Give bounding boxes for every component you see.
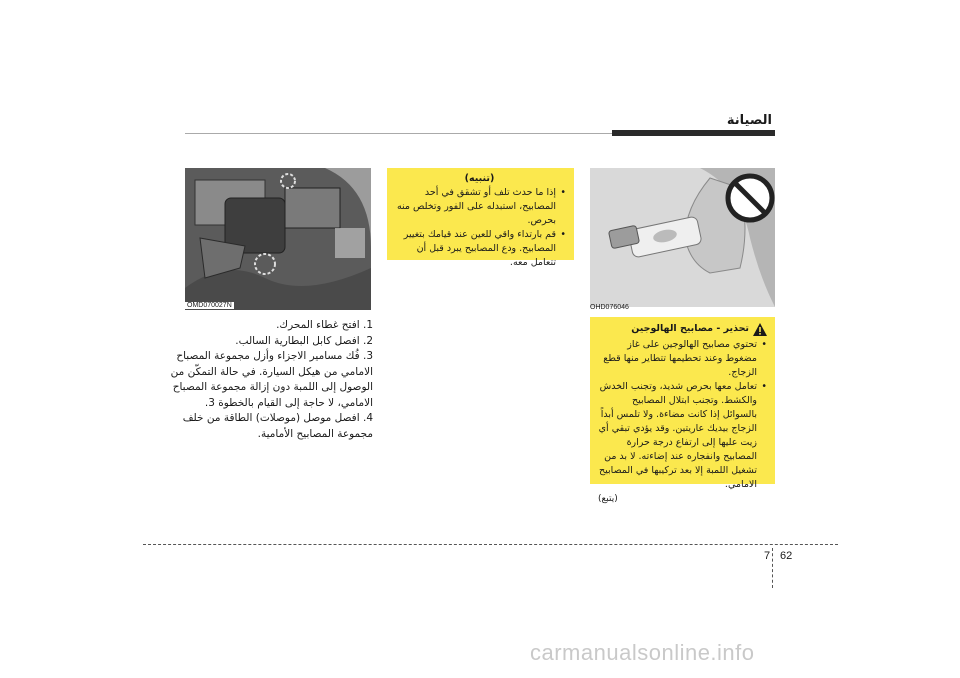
footer-rule [143,544,838,545]
chapter-number: 7 [764,550,771,562]
step-4: 4. افصل موصل (موصلات) الطاقة من خلف مجموعة المصابيح الأمامية. [182,412,373,440]
warning-box [590,317,775,504]
bulb-illustration [590,168,775,307]
engine-photo-caption: OMD070027N [187,302,232,309]
warning-bullet: • تحتوي مصابيح الهالوجين على غاز مضغوط وعند تحطيمها تتطاير منها قطع الزجاج. [598,338,767,380]
notice-box [387,168,574,268]
engine-bay-illustration [185,168,371,310]
title-accent-bar [612,130,775,136]
bulb-photo-caption: OHD076046 [590,304,629,311]
step-2: 2. افصل كابل البطارية السالب. [235,334,373,347]
page-number-divider [772,548,773,588]
step-1: 1. افتح غطاء المحرك. [276,319,373,331]
section-title: الصيانة [726,113,772,128]
warning-bullet: • تعامل معها بحرص شديد، وتجنب الخدش والكشط. وتجنب ابتلال المصابيح بالسوائل إذا كانت مضاءة. ولا تلمس أبداً الزجاج بيديك عاريتين. وقد يؤدي تبقي أي زيت عليها إلى ارتفاع درجة حرارة المصابيح وانفجاره عند إضاءته. لا بد من تشغيل اللمبة إلا بعد تركيبها في المصابيح الامامي. [598,380,767,492]
procedure-steps [170,318,373,442]
halogen-bulb-photo [590,168,775,307]
engine-bay-photo [185,168,371,310]
notice-bullet: • قم بارتداء واقي للعين عند قيامك بتغيير المصابيح. ودع المصابيح يبرد قبل أن تتعامل معه. [393,228,566,270]
notice-title: (تنبيه) [464,173,495,184]
notice-bullet: • إذا ما حدث تلف أو تشقق في أحد المصابيح، استبدله على الفور وتخلص منه بحرص. [393,186,566,228]
step-3: 3. فُك مسامير الاجزاء وأزل مجموعة المصباح الامامي من هيكل السيارة. في حالة التمكّن من الوصول إلى اللمبة دون إزالة مجموعة المصباح الامامي، لا حاجة إلى القيام بالخطوة 3. [170,350,373,409]
warning-title: تحذير - مصابيح الهالوجين [631,323,749,334]
watermark: carmanualsonline.info [530,640,755,665]
warning-continued: (يتبع) [598,494,618,504]
page-number: 62 [780,550,793,562]
warning-header [598,322,767,336]
warning-triangle-icon [753,323,767,336]
